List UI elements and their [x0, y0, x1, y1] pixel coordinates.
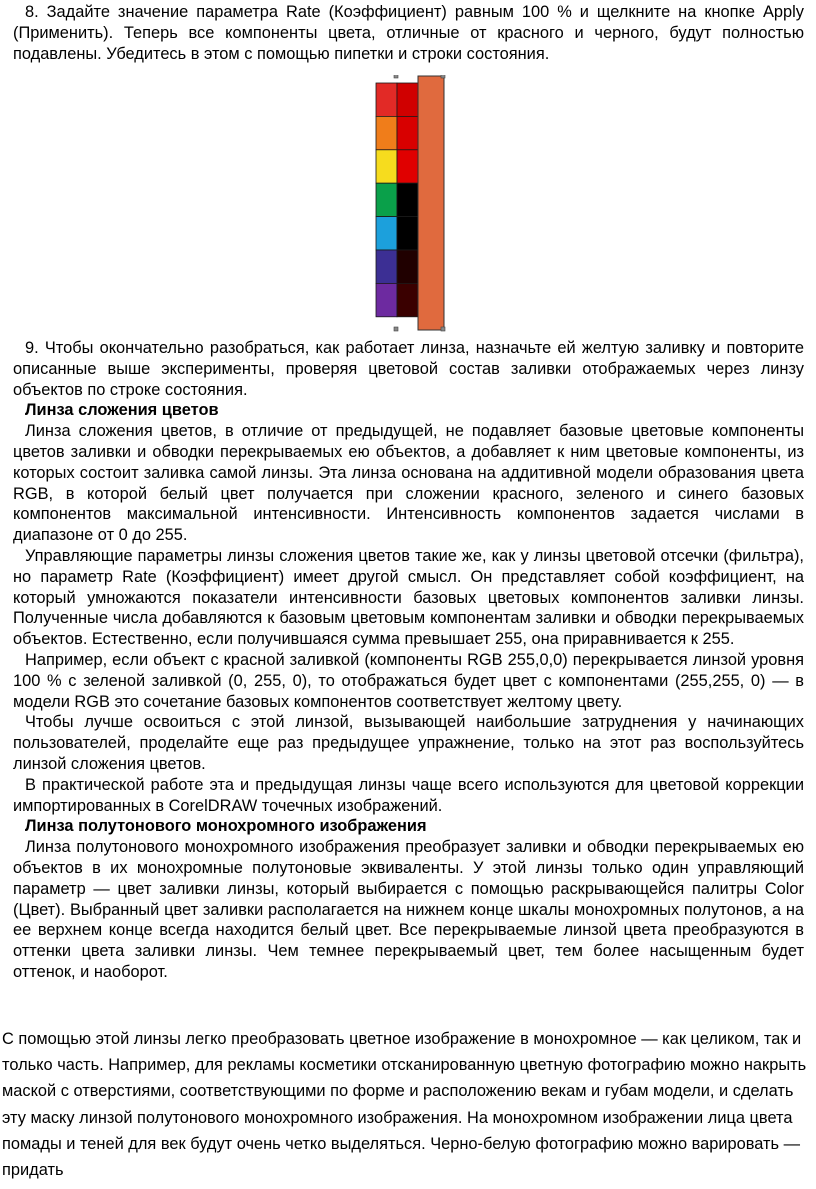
- original-swatch: [376, 250, 397, 283]
- lens-swatch: [397, 183, 418, 216]
- original-swatch: [376, 150, 397, 183]
- original-swatch: [376, 283, 397, 316]
- paragraph: Линза полутонового монохромного изображения преобразует заливки и обводки перекрываемых ею объектов в их монохромные полутоновые эквиваленты. У этой линзы только один управляющий параметр — цвет заливки линзы, который выбирается с помощью раскрывающейся палитры Color (Цвет). Выбранный цвет заливки располагается на нижнем конце шкалы монохромных полутонов, а на ее верхнем конце всегда находится белый цвет. Все перекрываемые линзой цвета преобразуются в оттенки цвета заливки линзы. Чем темнее перекрываемый цвет, тем более насыщенным будет оттенок, и наоборот.: [13, 838, 804, 981]
- paragraph: Чтобы лучше освоиться с этой линзой, вызывающей наибольшие затруднения у начинающих пользователей, проделайте еще раз предыдущее упражнение, только на этот раз воспользуйтесь линзой сложения цветов.: [13, 713, 804, 773]
- original-swatch: [376, 217, 397, 250]
- closing-paragraph-block: [2, 1026, 810, 1183]
- lens-swatches: [397, 83, 418, 317]
- section-heading: Линза полутонового монохромного изображения: [25, 817, 427, 836]
- lens-swatch: [397, 116, 418, 149]
- body-text: [13, 338, 804, 983]
- step-8-block: [13, 2, 804, 64]
- lens-swatch: [397, 250, 418, 283]
- original-swatches: [376, 83, 397, 317]
- paragraph: Линза сложения цветов, в отличие от предыдущей, не подавляет базовые цветовые компоненты цветов заливки и обводки перекрываемых ею объектов, а добавляет к ним цветовые компоненты, из которых состоит заливка самой линзы. Эта линза основана на аддитивной модели образования цвета RGB, в которой белый цвет получается при сложении красного, зеленого и синего базовых компонентов максимальной интенсивности. Интенсивность компонентов задается числами в диапазоне от 0 до 255.: [13, 422, 804, 545]
- section-heading: Линза сложения цветов: [25, 401, 219, 420]
- lens-swatch: [397, 150, 418, 183]
- original-swatch: [376, 183, 397, 216]
- closing-paragraph: С помощью этой линзы легко преобразовать цветное изображение в монохромное — как целиком, так и только часть. Например, для рекламы косметики отсканированную цветную фотографию можно накрыть маской с отверстиями, соответствующими по форме и расположению векам и губам модели, и сделать эту маску линзой полутонового монохромного изображения. На монохромном изображении лица цвета помады и теней для век будут очень четко выделяться. Черно-белую фотографию можно варировать — придать: [2, 1030, 807, 1180]
- paragraph: Управляющие параметры линзы сложения цветов такие же, как у линзы цветовой отсечки (фильтра), но параметр Rate (Коэффициент) имеет другой смысл. Он представляет собой коэффициент, на который умножаются показатели интенсивности базовых цветовых компонентов заливки линзы. Полученные числа добавляются к базовым цветовым компонентам заливки и обводки перекрываемых объектов. Естественно, если получившаяся сумма превышает 255, она приравнивается к 255.: [13, 546, 804, 649]
- lens-rectangle: [418, 76, 444, 330]
- paragraph: В практической работе эта и предыдущая линзы чаще всего используются для цветовой коррекции импортированных в CorelDRAW точечных изображений.: [13, 775, 804, 815]
- lens-swatch: [397, 83, 418, 116]
- paragraph: Например, если объект с красной заливкой (компоненты RGB 255,0,0) перекрывается линзой уровня 100 % с зеленой заливкой (0, 255, 0), то отображаться будет цвет с компонентами (255,255, 0) — в модели RGB это сочетание базовых компонентов соответствует желтому цвету.: [13, 650, 804, 711]
- original-swatch: [376, 116, 397, 149]
- step-8-text: 8. Задайте значение параметра Rate (Коэффициент) равным 100 % и щелкните на кнопке Apply (Применить). Теперь все компоненты цвета, отличные от красного и черного, будут полностью подавлены. Убедитесь в этом с помощью пипетки и строки состояния.: [13, 3, 804, 63]
- lens-swatch: [397, 217, 418, 250]
- lens-figure: [374, 75, 450, 335]
- paragraph: 9. Чтобы окончательно разобраться, как работает линза, назначьте ей желтую заливку и повторите описанные выше эксперименты, проверяя цветовой состав заливки отображаемых через линзу объектов по строке состояния.: [13, 339, 804, 399]
- original-swatch: [376, 83, 397, 116]
- lens-swatch: [397, 283, 418, 316]
